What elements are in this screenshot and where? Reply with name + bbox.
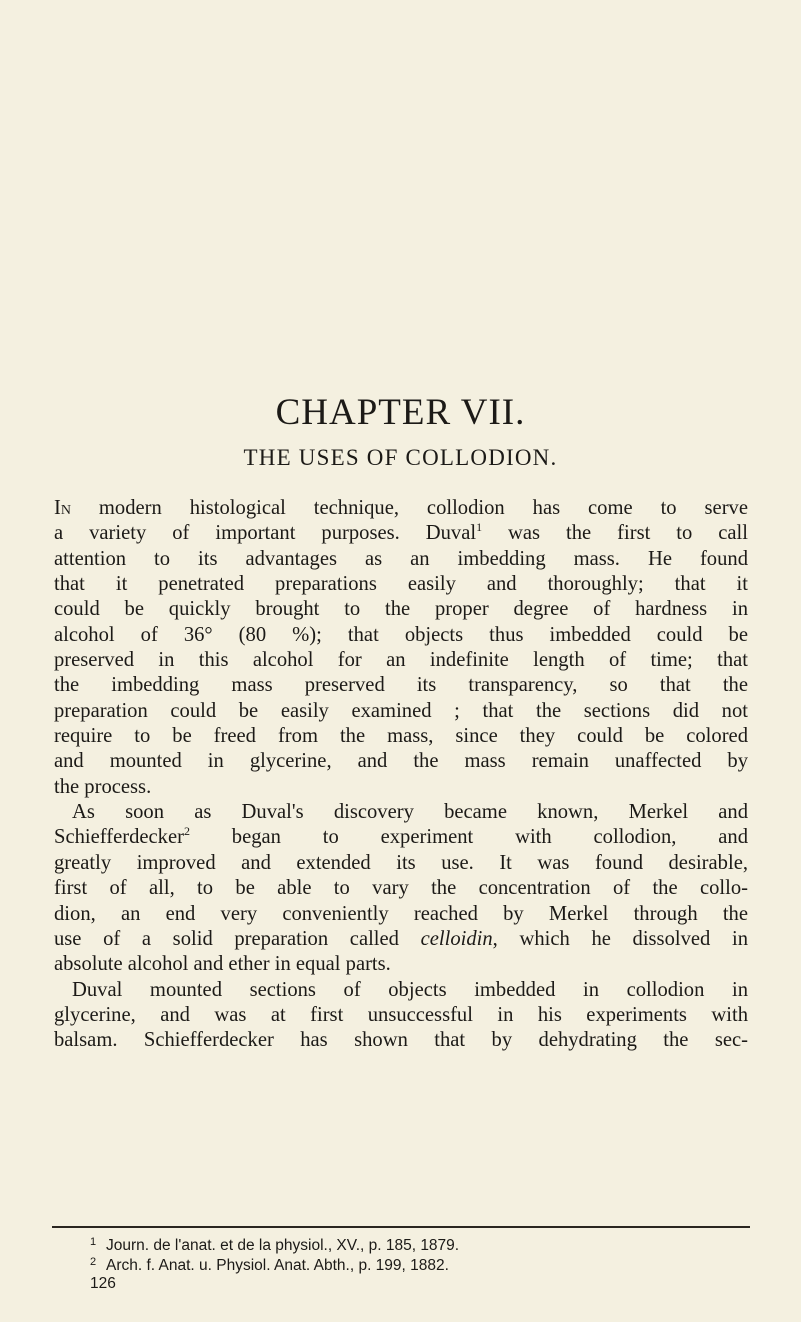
text-line: In modern histological technique, collodion has come to serve [54, 497, 748, 519]
text-line: first of all, to be able to vary the concentration of the collo- [54, 877, 748, 900]
text-line: balsam. Schiefferdecker has shown that by dehydrating the sec- [54, 1029, 748, 1052]
text-line: Duval mounted sections of objects imbedded in collodion in [72, 978, 748, 1001]
text-line: dion, an end very conveniently reached by Merkel through the [54, 902, 748, 925]
footnote-text: Arch. f. Anat. u. Physiol. Anat. Abth., p. 199, 1882. [106, 1256, 449, 1274]
text-line: the process. [54, 775, 152, 798]
page-number: 126 [90, 1275, 116, 1292]
footnote-ref: 2 [183, 824, 190, 839]
chapter-title: CHAPTER VII. [275, 392, 526, 433]
text-line: alcohol of 36° (80 %); that objects thus imbedded could be [54, 623, 748, 646]
body-text [54, 496, 748, 1054]
section-title: THE USES OF COLLODION. [243, 445, 558, 470]
text-line: use of a solid preparation called celloidin, which he dissolved in [54, 927, 748, 950]
text-line: greatly improved and extended its use. It was found desirable, [54, 851, 748, 874]
text-line: Schiefferdecker$^2$ began to experiment with collodion, and [54, 824, 748, 849]
text-line: the imbedding mass preserved its transparency, so that the [54, 674, 748, 697]
footnote: 1 Journ. de l'anat. et de la physiol., XV., p. 185, 1879. [90, 1236, 460, 1254]
text-line: absolute alcohol and ether in equal parts. [54, 953, 391, 976]
footnote-divider [52, 1226, 750, 1228]
text-line: preserved in this alcohol for an indefinite length of time; that [54, 649, 748, 672]
text-line: a variety of important purposes. Duval$^1$ was the first to call [54, 520, 748, 545]
text-line: and mounted in glycerine, and the mass remain unaffected by [54, 750, 748, 773]
text-line: glycerine, and was at first unsuccessful in his experiments with [54, 1003, 748, 1026]
text-line: preparation could be easily examined ; that the sections did not [54, 699, 748, 722]
footnotes [90, 1236, 459, 1275]
text-line: that it penetrated preparations easily and thoroughly; that it [54, 573, 748, 596]
initial-word: In [54, 497, 71, 519]
text-line: could be quickly brought to the proper degree of hardness in [54, 598, 748, 621]
footnote-ref: 1 [476, 520, 483, 535]
footnote: 2 Arch. f. Anat. u. Physiol. Anat. Abth., p. 199, 1882. [90, 1255, 449, 1274]
text-line: As soon as Duval's discovery became known, Merkel and [72, 801, 748, 824]
italic-term: celloidin [420, 927, 493, 950]
text-line: require to be freed from the mass, since they could be colored [54, 725, 748, 748]
footnote-text: Journ. de l'anat. et de la physiol., XV., p. 185, 1879. [106, 1237, 460, 1254]
text-line: attention to its advantages as an imbedding mass. He found [54, 547, 748, 570]
